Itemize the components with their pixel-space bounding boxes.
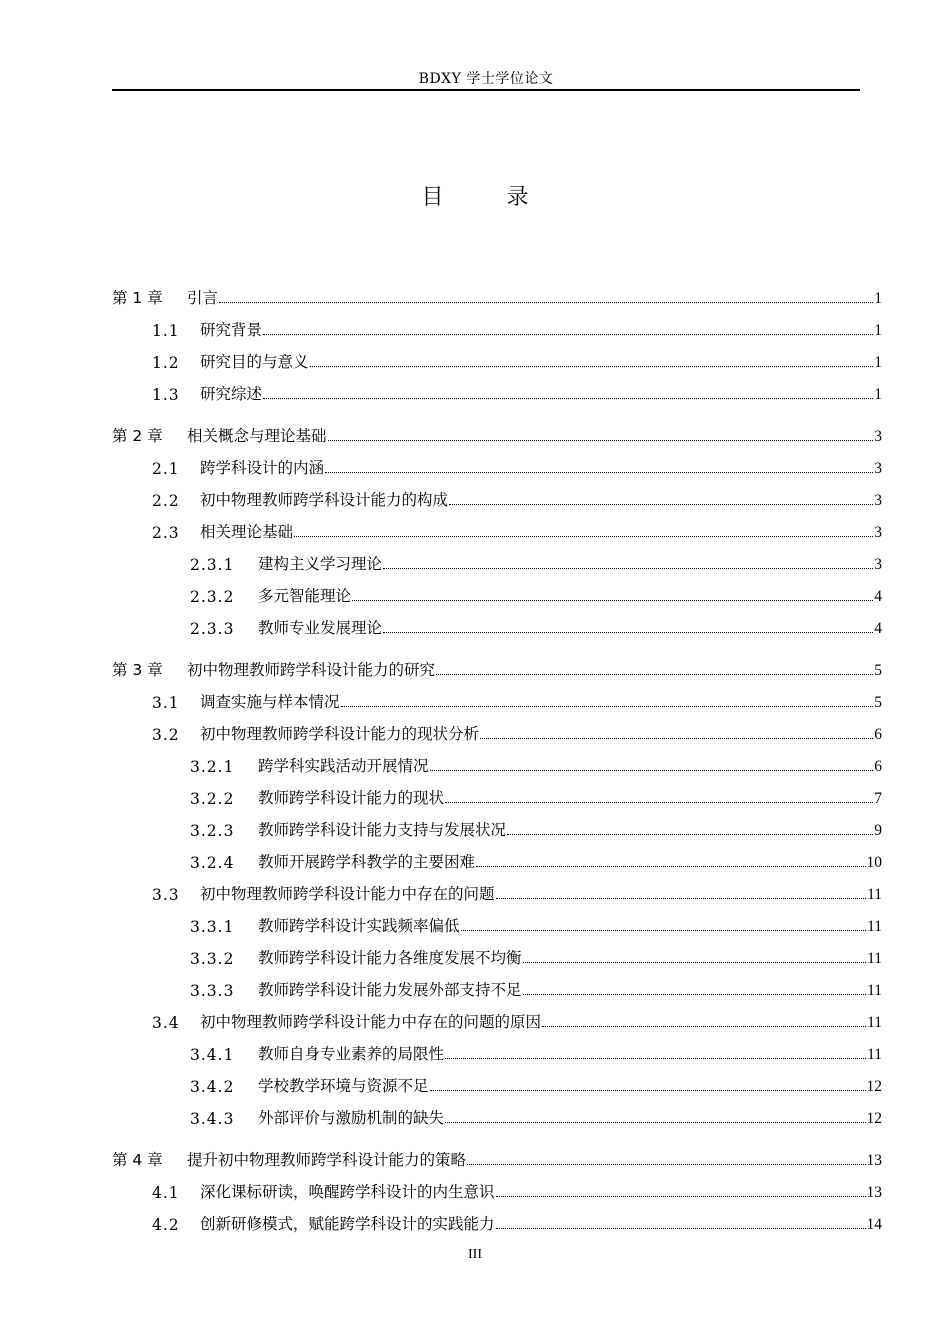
toc-entry-title: 教师跨学科设计能力支持与发展状况 [258,821,507,839]
toc-entry-number: 第 2 章 [112,427,163,445]
toc-entry-page: 1 [874,290,882,307]
toc-dot-leader [476,866,865,867]
toc-section-entry[interactable] [112,516,882,542]
toc-section-entry[interactable] [112,1006,882,1032]
toc-entry-number: 3.4.3 [190,1110,235,1128]
toc-title [0,180,950,211]
toc-entry-number: 第 3 章 [112,661,163,679]
toc-entry-title: 外部评价与激励机制的缺失 [258,1109,445,1127]
toc-dot-leader [461,930,867,931]
toc-entry-number: 第 4 章 [112,1151,163,1169]
toc-entry-number: 4.1 [152,1184,180,1202]
toc-entry-page: 3 [874,460,882,477]
toc-entry-number: 2.3.3 [190,620,235,638]
toc-entry-title: 深化课标研读，唤醒跨学科设计的内生意识 [200,1183,495,1201]
toc-section-entry[interactable] [112,484,882,510]
toc-chapter-entry[interactable] [112,282,882,308]
toc-entry-title: 研究综述 [200,385,263,403]
toc-entry-title: 教师跨学科设计能力的现状 [258,789,445,807]
toc-entry-title: 创新研修模式，赋能跨学科设计的实践能力 [200,1215,495,1233]
toc-entry-title: 教师跨学科设计能力发展外部支持不足 [258,981,522,999]
toc-entry-title: 教师自身专业素养的局限性 [258,1045,445,1063]
toc-dot-leader [467,1164,865,1165]
toc-entry-page: 11 [867,950,882,967]
toc-entry-page: 4 [874,620,882,637]
toc-dot-leader [523,994,867,995]
toc-dot-leader [352,600,873,601]
toc-dot-leader [383,632,873,633]
toc-dot-leader [496,1196,866,1197]
toc-entry-page: 11 [867,918,882,935]
toc-entry-page: 5 [874,662,882,679]
toc-entry-title: 教师跨学科设计实践频率偏低 [258,917,460,935]
toc-subsection-entry[interactable] [112,750,882,776]
toc-entry-page: 3 [874,556,882,573]
toc-dot-leader [496,898,867,899]
toc-subsection-entry[interactable] [112,846,882,872]
toc-entry-page: 4 [874,588,882,605]
toc-entry-page: 7 [874,790,882,807]
toc-section-entry[interactable] [112,378,882,404]
toc-entry-number: 3.4.2 [190,1078,235,1096]
toc-entry-page: 3 [874,492,882,509]
toc-entry-page: 12 [866,1078,882,1095]
toc-entry-title: 引言 [187,289,219,307]
toc-entry-title: 教师跨学科设计能力各维度发展不均衡 [258,949,522,967]
toc-entry-number: 3.3.1 [190,918,235,936]
toc-subsection-entry[interactable] [112,580,882,606]
toc-entry-number: 3.2.1 [190,758,235,776]
toc-entry-title: 跨学科实践活动开展情况 [258,757,429,775]
toc-entry-page: 10 [866,854,882,871]
toc-entry-number: 3.3.3 [190,982,235,1000]
toc-entry-title: 提升初中物理教师跨学科设计能力的策略 [187,1151,467,1169]
toc-entry-number: 1.2 [152,354,180,372]
toc-dot-leader [449,504,873,505]
toc-dot-leader [263,334,873,335]
toc-entry-title: 调查实施与样本情况 [200,693,340,711]
toc-subsection-entry[interactable] [112,1102,882,1128]
toc-section-entry[interactable] [112,314,882,340]
toc-entry-page: 6 [874,726,882,743]
toc-dot-leader [383,568,873,569]
toc-title-char-1: 目 [421,185,444,210]
toc-section-entry[interactable] [112,1208,882,1234]
running-header: BDXY 学士学位论文 [418,71,554,87]
toc-dot-leader [325,472,873,473]
toc-entry-title: 研究背景 [200,321,263,339]
toc-section-entry[interactable] [112,452,882,478]
toc-dot-leader [507,834,873,835]
toc-entry-title: 建构主义学习理论 [258,555,383,573]
toc-subsection-entry[interactable] [112,1038,882,1064]
toc-entry-number: 3.3 [152,886,180,904]
toc-entry-number: 2.1 [152,460,180,478]
toc-title-char-2: 录 [506,185,529,210]
toc-dot-leader [445,1058,866,1059]
toc-section-entry[interactable] [112,718,882,744]
toc-dot-leader [430,770,874,771]
toc-entry-number: 2.3.2 [190,588,235,606]
toc-entry-title: 初中物理教师跨学科设计能力的构成 [200,491,449,509]
toc-entry-title: 初中物理教师跨学科设计能力中存在的问题的原因 [200,1013,542,1031]
toc-subsection-entry[interactable] [112,782,882,808]
toc-subsection-entry[interactable] [112,612,882,638]
toc-entry-title: 教师开展跨学科教学的主要困难 [258,853,476,871]
toc-entry-page: 3 [874,428,882,445]
toc-entry-number: 1.1 [152,322,180,340]
page-number: III [468,1247,482,1262]
toc-entry-number: 第 1 章 [112,289,163,307]
toc-dot-leader [310,366,874,367]
toc-entry-title: 教师专业发展理论 [258,619,383,637]
toc-entry-number: 2.3.1 [190,556,235,574]
toc-dot-leader [430,1090,866,1091]
toc-entry-title: 初中物理教师跨学科设计能力中存在的问题 [200,885,495,903]
toc-entry-number: 3.2.3 [190,822,235,840]
toc-entry-page: 11 [867,886,882,903]
toc-dot-leader [263,398,873,399]
toc-chapter-entry[interactable] [112,1144,882,1170]
toc-section-entry[interactable] [112,346,882,372]
toc-dot-leader [542,1026,866,1027]
toc-subsection-entry[interactable] [112,974,882,1000]
toc-entry-title: 相关理论基础 [200,523,294,541]
toc-entry-page: 12 [866,1110,882,1127]
toc-section-entry[interactable] [112,1176,882,1202]
toc-entry-page: 14 [866,1216,882,1233]
toc-entry-number: 3.1 [152,694,180,712]
header-rule [112,89,860,91]
toc-section-entry[interactable] [112,686,882,712]
toc-entry-page: 1 [874,354,882,371]
toc-entry-number: 1.3 [152,386,180,404]
toc-entry-page: 3 [874,524,882,541]
toc-entry-title: 多元智能理论 [258,587,352,605]
toc-entry-title: 初中物理教师跨学科设计能力的研究 [187,661,436,679]
toc-dot-leader [445,802,873,803]
toc-dot-leader [341,706,874,707]
toc-chapter-entry[interactable] [112,420,882,446]
toc-dot-leader [523,962,867,963]
toc-entry-number: 3.4.1 [190,1046,235,1064]
toc-entry-number: 3.3.2 [190,950,235,968]
toc-entry-number: 3.2.2 [190,790,235,808]
toc-entry-number: 3.4 [152,1014,180,1032]
toc-entry-page: 13 [866,1184,882,1201]
toc-dot-leader [496,1228,866,1229]
toc-dot-leader [445,1122,865,1123]
toc-dot-leader [219,302,873,303]
toc-chapter-entry[interactable] [112,654,882,680]
toc-entry-page: 1 [874,322,882,339]
toc-entry-number: 3.2.4 [190,854,235,872]
toc-subsection-entry[interactable] [112,910,882,936]
toc-entry-number: 3.2 [152,726,180,744]
toc-subsection-entry[interactable] [112,814,882,840]
toc-entry-number: 4.2 [152,1216,180,1234]
toc-entry-page: 11 [867,1046,882,1063]
toc-entry-page: 6 [874,758,882,775]
toc-dot-leader [328,440,874,441]
toc-entry-title: 初中物理教师跨学科设计能力的现状分析 [200,725,480,743]
toc-entry-page: 11 [867,982,882,999]
toc-subsection-entry[interactable] [112,1070,882,1096]
toc-entry-page: 11 [867,1014,882,1031]
toc-subsection-entry[interactable] [112,548,882,574]
toc-entry-title: 相关概念与理论基础 [187,427,327,445]
toc-section-entry[interactable] [112,878,882,904]
toc-entry-number: 2.2 [152,492,180,510]
toc-dot-leader [436,674,873,675]
toc-dot-leader [294,536,873,537]
toc-entry-title: 研究目的与意义 [200,353,309,371]
toc-entry-page: 13 [866,1152,882,1169]
toc-entry-title: 学校教学环境与资源不足 [258,1077,429,1095]
toc-entry-page: 9 [874,822,882,839]
toc-dot-leader [480,738,873,739]
toc-subsection-entry[interactable] [112,942,882,968]
toc-entry-title: 跨学科设计的内涵 [200,459,325,477]
toc-entry-number: 2.3 [152,524,180,542]
toc-entry-page: 5 [874,694,882,711]
toc-entry-page: 1 [874,386,882,403]
